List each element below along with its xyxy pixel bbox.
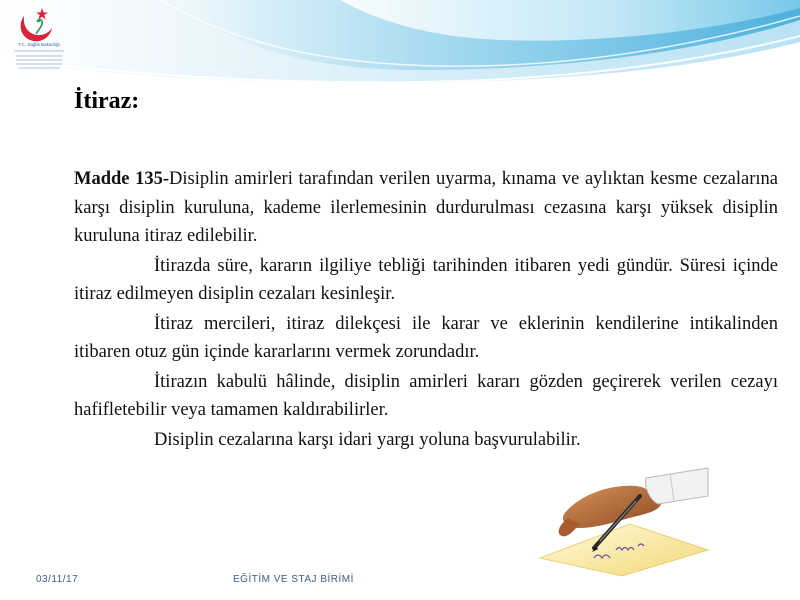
paragraph-judicial: Disiplin cezalarına karşı idari yargı yoluna başvurulabilir. — [154, 429, 581, 450]
paragraph-authorities: İtiraz mercileri, itiraz dilekçesi ile karar ve eklerinin kendilerine intikalinden itibaren otuz gün içinde kararlarını vermek zorundadır. — [74, 313, 778, 362]
footer-unit-name: EĞİTİM VE STAJ BİRİMİ — [233, 574, 354, 585]
paragraph-acceptance: İtirazın kabulü hâlinde, disiplin amirleri kararı gözden geçirerek verilen cezayı hafifletebilir veya tamamen kaldırabilirler. — [74, 371, 778, 420]
hand-writing-pen-icon — [538, 466, 710, 578]
slide-body — [74, 165, 778, 455]
slide-title: İtiraz: — [74, 88, 140, 114]
article-label: Madde 135- — [74, 169, 170, 189]
ministry-logo — [6, 4, 72, 76]
paragraph-text: Disiplin amirleri tarafından verilen uyarma, kınama ve aylıktan kesme cezalarına karşı disiplin kuruluna, kademe ilerlemesinin durdurulması cezasına karşı yüksek disiplin kuruluna itiraz edilebilir. — [74, 169, 779, 246]
footer-date: 03/11/17 — [36, 574, 79, 585]
logo-caption: T.C. Sağlık Bakanlığı — [18, 42, 60, 47]
paragraph-period: İtirazda süre, kararın ilgiliye tebliği tarihinden itibaren yedi gündür. Süresi içinde itiraz edilmeyen disiplin cezaları kesinleşir. — [74, 255, 778, 304]
article-paragraph — [74, 165, 778, 251]
